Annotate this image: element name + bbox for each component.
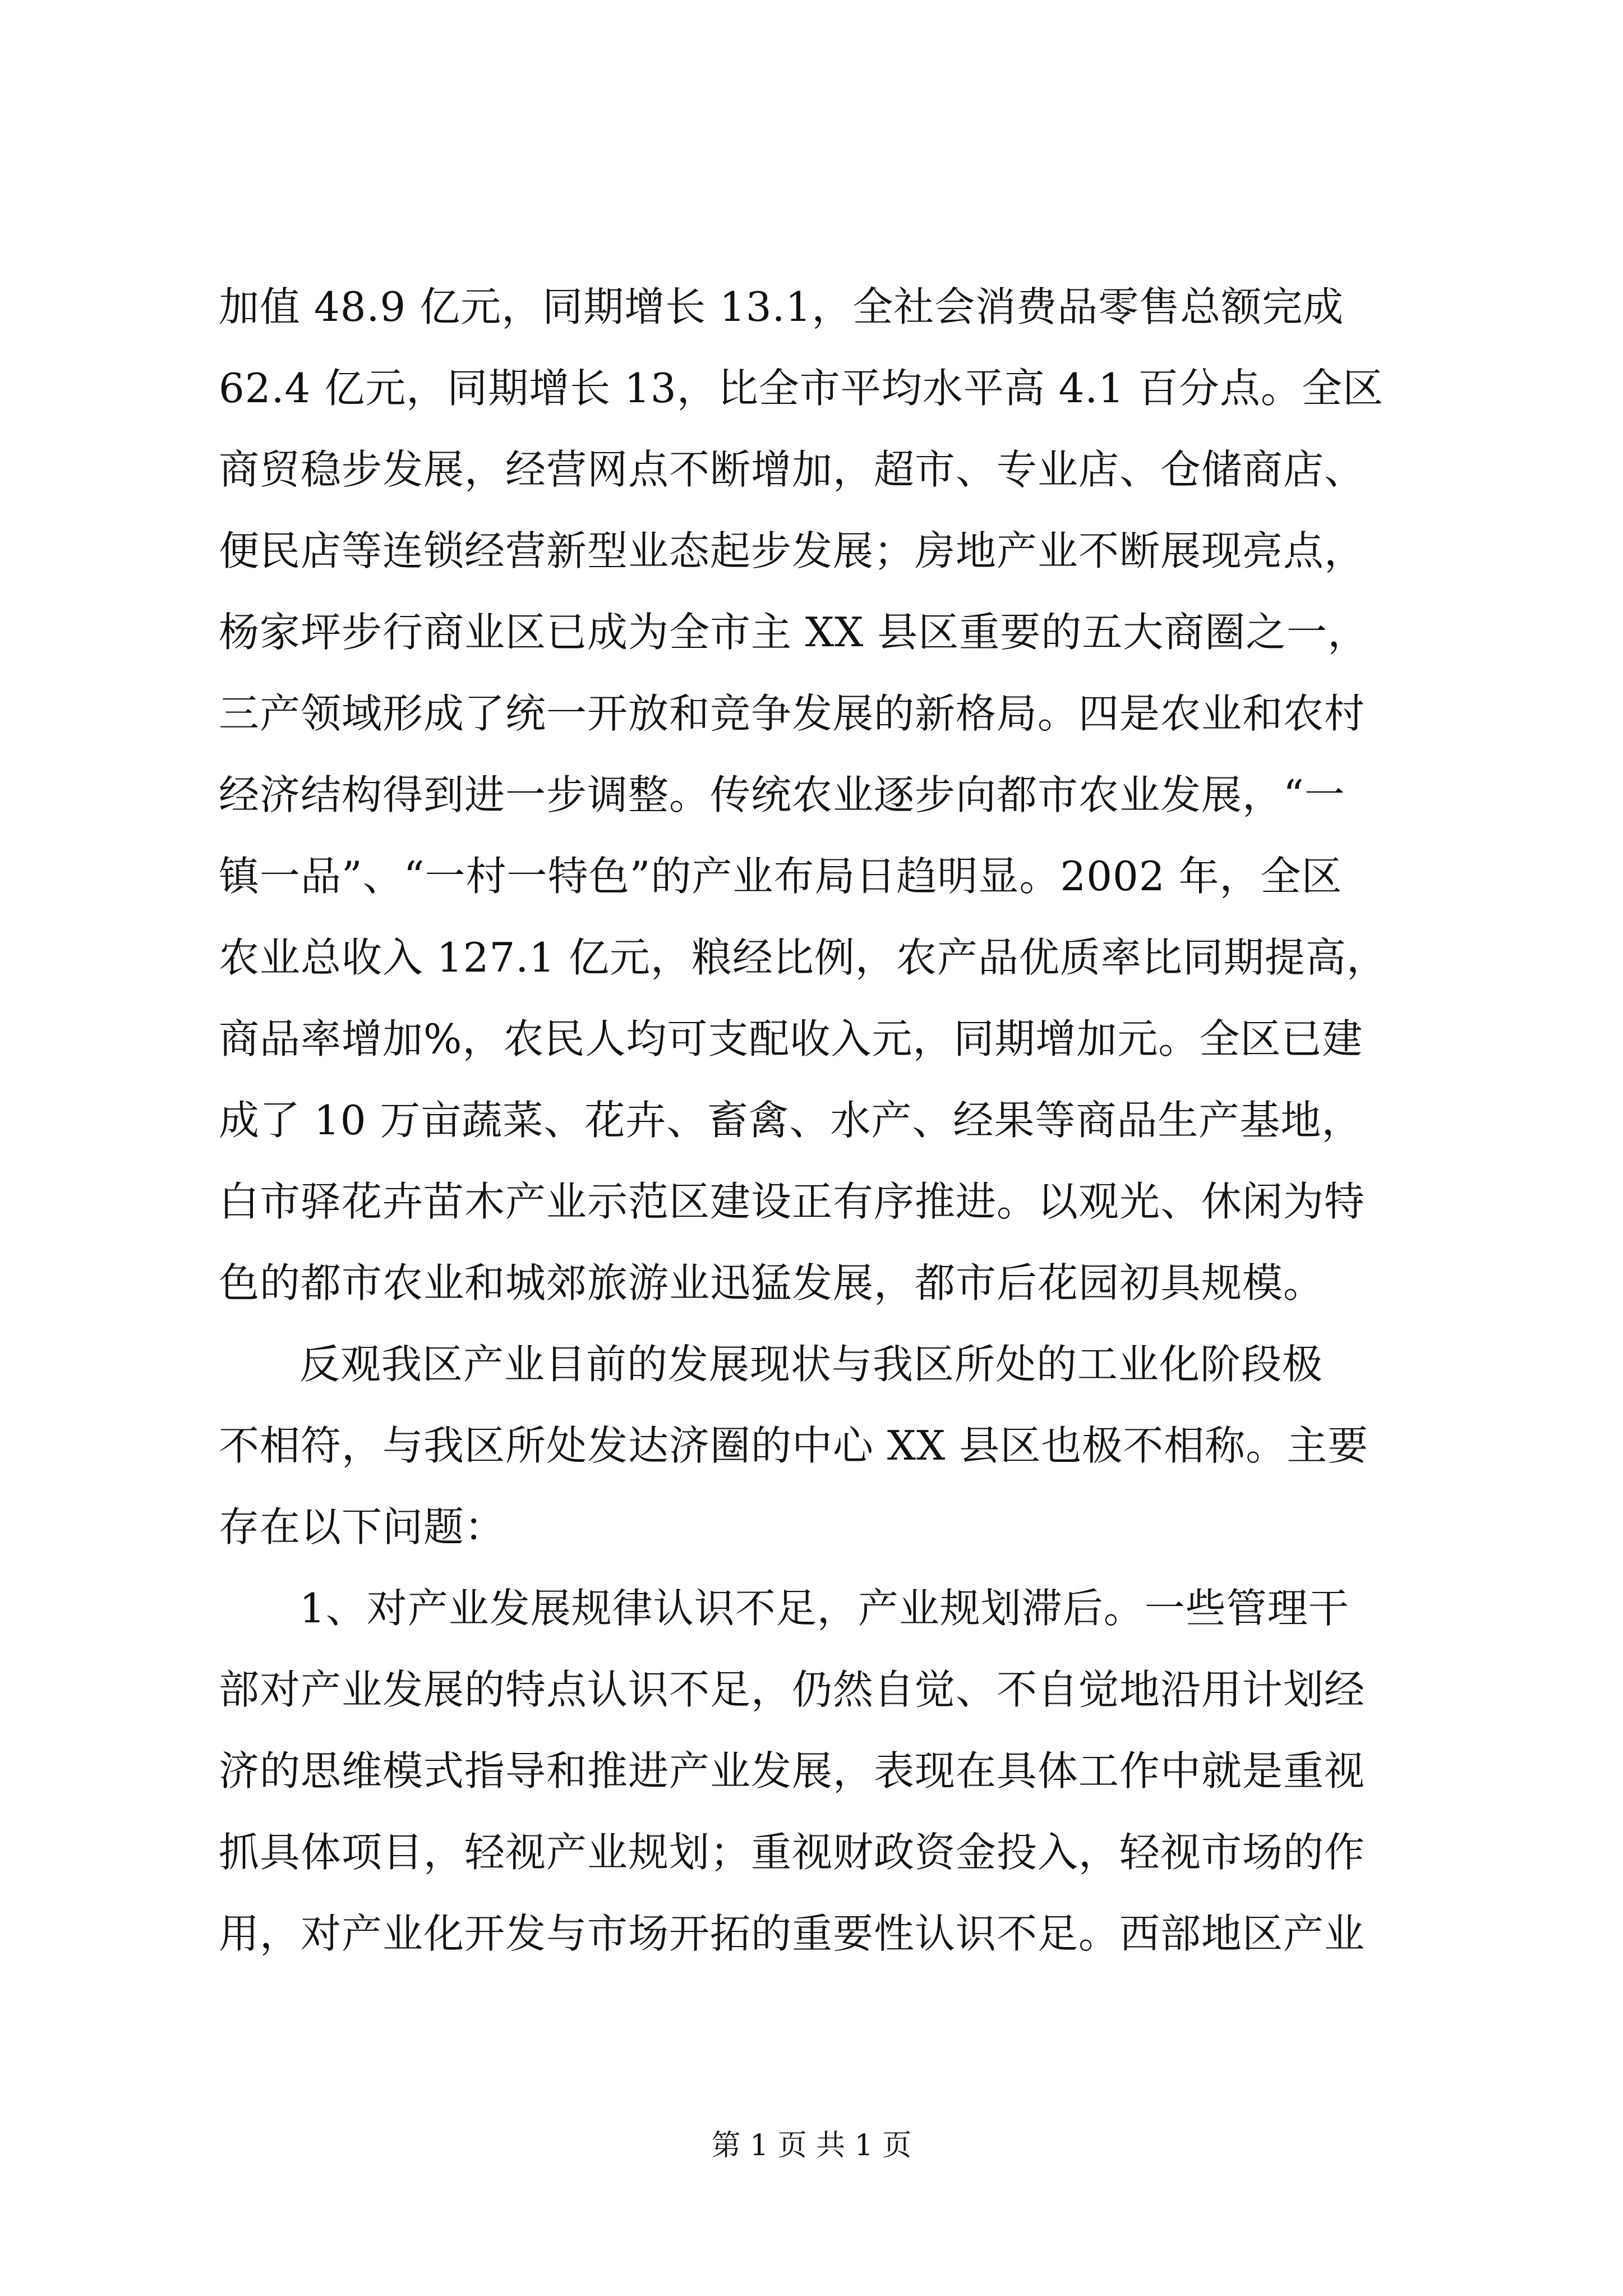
text-line: 加值 48.9 亿元，同期增长 13.1，全社会消费品零售总额完成: [219, 283, 1344, 330]
text-line: 经济结构得到进一步调整。传统农业逐步向都市农业发展，“一: [219, 771, 1345, 818]
text-line: 镇一品”、“一村一特色”的产业布局日趋明显。2002 年，全区: [219, 853, 1343, 900]
text-line: 杨家坪步行商业区已成为全市主 XX 县区重要的五大商圈之一，: [219, 609, 1369, 656]
text-line: 62.4 亿元，同期增长 13，比全市平均水平高 4.1 百分点。全区: [219, 365, 1384, 412]
text-line: 抓具体项目，轻视产业规划；重视财政资金投入，轻视市场的作: [219, 1829, 1366, 1876]
text-line: 色的都市农业和城郊旅游业迅猛发展，都市后花园初具规模。: [219, 1259, 1325, 1306]
paragraph-start-line: 反观我区产业目前的发展现状与我区所处的工业化阶段极: [299, 1341, 1324, 1388]
text-line: 三产领域形成了统一开放和竞争发展的新格局。四是农业和农村: [219, 690, 1366, 737]
text-line: 白市驿花卉苗木产业示范区建设正有序推进。以观光、休闲为特: [219, 1178, 1366, 1225]
text-line: 用，对产业化开发与市场开拓的重要性认识不足。西部地区产业: [219, 1910, 1366, 1957]
text-line: 商品率增加%，农民人均可支配收入元，同期增加元。全区已建: [219, 1015, 1363, 1062]
text-line: 商贸稳步发展，经营网点不断增加，超市、专业店、仓储商店、: [219, 446, 1366, 493]
document-body: [219, 266, 1430, 1975]
text-line: 存在以下问题：: [219, 1503, 506, 1550]
paragraph-start-line: 1、对产业发展规律认识不足，产业规划滞后。一些管理干: [299, 1585, 1349, 1632]
text-line: 济的思维模式指导和推进产业发展，表现在具体工作中就是重视: [219, 1747, 1366, 1795]
text-line: 成了 10 万亩蔬菜、花卉、畜禽、水产、经果等商品生产基地，: [219, 1097, 1363, 1144]
text-line: 部对产业发展的特点认识不足，仍然自觉、不自觉地沿用计划经: [219, 1666, 1366, 1713]
text-line: 农业总收入 127.1 亿元，粮经比例，农产品优质率比同期提高，: [219, 934, 1387, 981]
page-number-footer: 第 1 页 共 1 页: [711, 2129, 912, 2162]
text-line: 不相符，与我区所处发达济圈的中心 XX 县区也极不相称。主要: [219, 1422, 1369, 1469]
text-line: 便民店等连锁经营新型业态起步发展；房地产业不断展现亮点，: [219, 527, 1366, 574]
